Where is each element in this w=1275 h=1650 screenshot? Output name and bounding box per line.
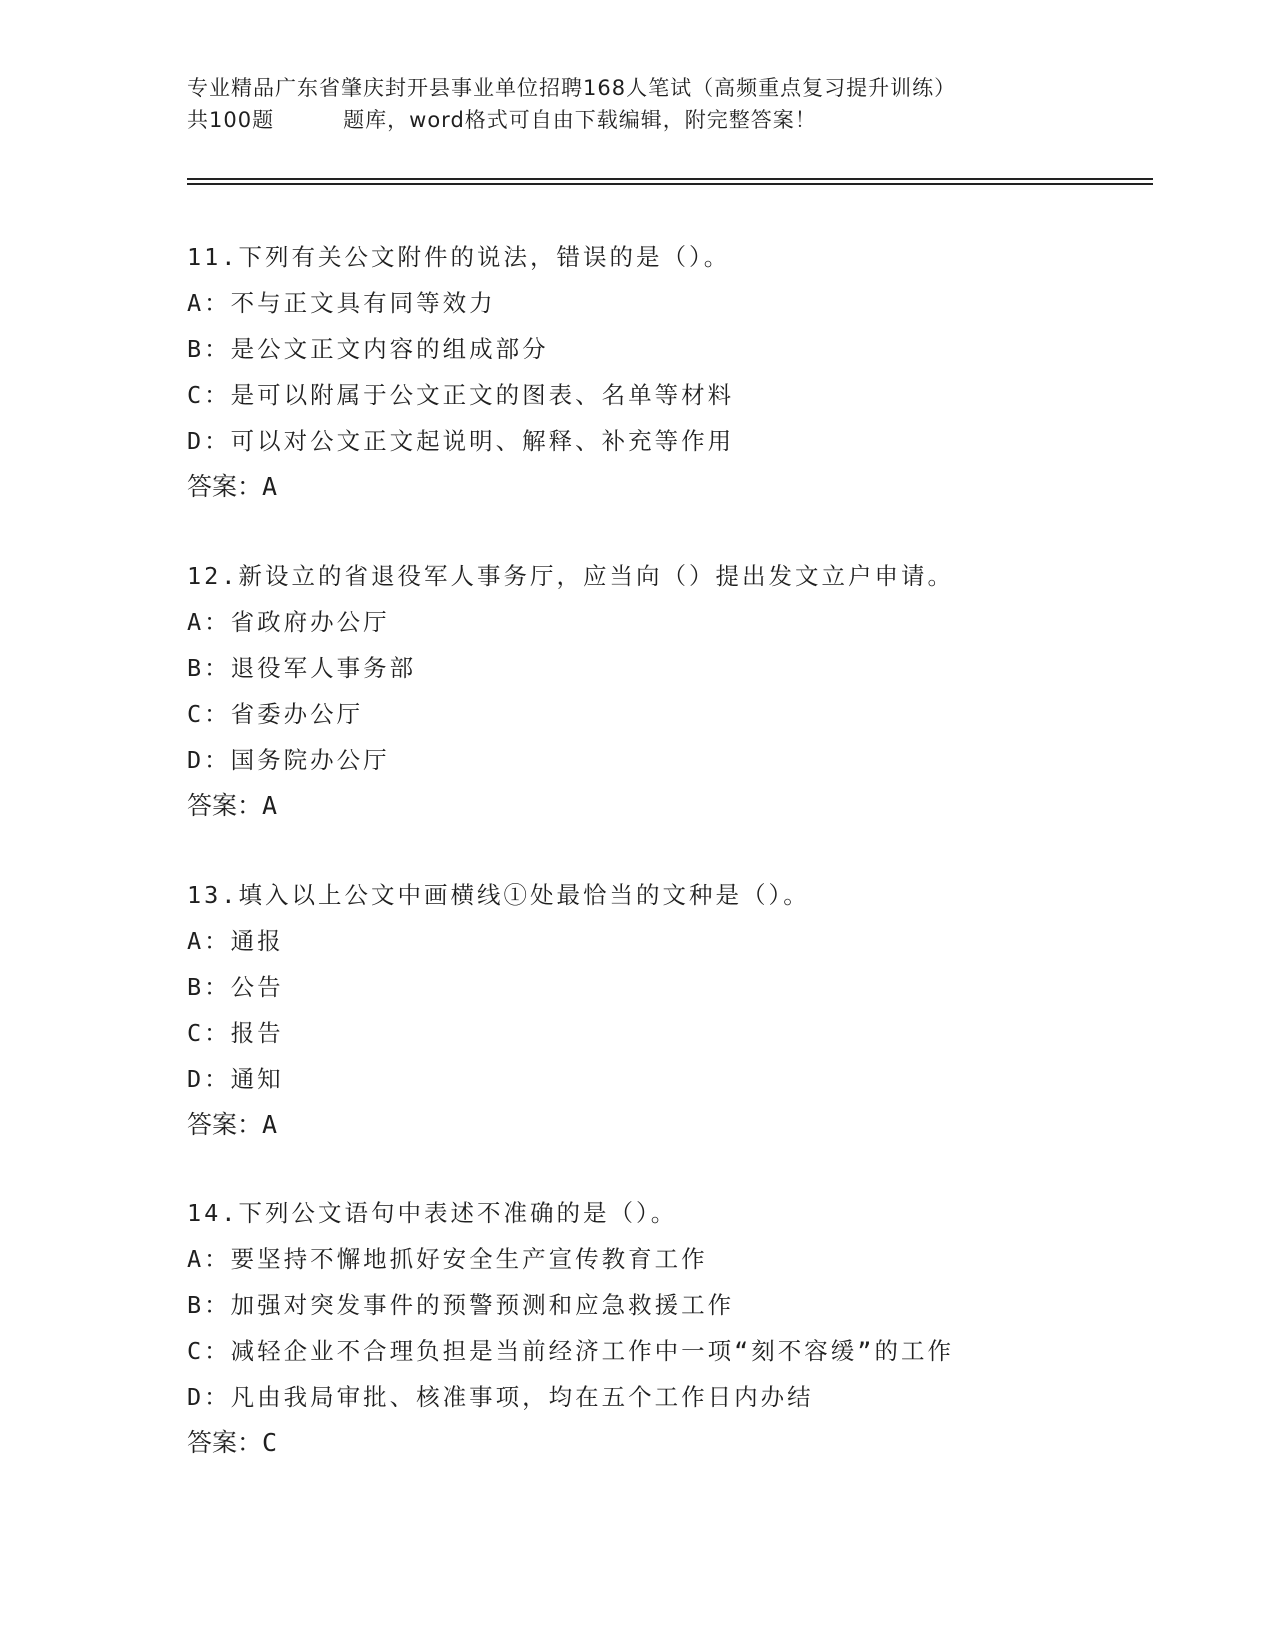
question-stem: 14.下列公文语句中表述不准确的是（）。 [187,1199,678,1227]
header-title-line: 专业精品广东省肇庆封开县事业单位招聘168人笔试（高频重点复习提升训练） [187,76,957,100]
answer-value: A [262,791,278,820]
option-a: A：不与正文具有同等效力 [187,289,496,317]
answer-line [187,783,1147,829]
answer-label: 答案： [187,1428,263,1457]
answer-value: A [262,472,278,501]
option-b: B：加强对突发事件的预警预测和应急救援工作 [187,1291,735,1319]
option-d: D：凡由我局审批、核准事项，均在五个工作日内办结 [187,1383,814,1411]
option-d: D：国务院办公厅 [187,746,390,774]
answer-line [187,1102,1147,1148]
option-a: A：要坚持不懈地抓好安全生产宣传教育工作 [187,1245,708,1273]
answer-value: A [262,1110,278,1139]
question-stem: 13.填入以上公文中画横线①处最恰当的文种是（）。 [187,881,810,909]
answer-label: 答案： [187,791,263,820]
question-14 [187,1190,1147,1466]
answer-value: C [262,1428,278,1457]
option-d: D：通知 [187,1065,284,1093]
document-header [187,72,1147,136]
question-11 [187,234,1147,510]
answer-label: 答案： [187,1110,263,1139]
question-stem: 11.下列有关公文附件的说法，错误的是（）。 [187,243,731,271]
question-stem: 12.新设立的省退役军人事务厅，应当向（）提出发文立户申请。 [187,562,954,590]
header-subtitle-line: 共100题 题库，word格式可自由下载编辑，附完整答案！ [187,108,817,132]
question-13 [187,872,1147,1148]
option-d: D：可以对公文正文起说明、解释、补充等作用 [187,427,735,455]
option-b: B：退役军人事务部 [187,654,417,682]
option-b: B：是公文正文内容的组成部分 [187,335,549,363]
option-c: C：是可以附属于公文正文的图表、名单等材料 [187,381,735,409]
option-c: C：省委办公厅 [187,700,364,728]
answer-line [187,464,1147,510]
option-c: C：减轻企业不合理负担是当前经济工作中一项“刻不容缓”的工作 [187,1337,954,1365]
option-a: A：省政府办公厅 [187,608,390,636]
option-b: B：公告 [187,973,284,1001]
answer-line [187,1420,1147,1466]
option-c: C：报告 [187,1019,284,1047]
header-divider-bottom [187,183,1153,185]
header-divider-top [187,178,1153,180]
question-12 [187,553,1147,829]
option-a: A：通报 [187,927,284,955]
answer-label: 答案： [187,472,263,501]
